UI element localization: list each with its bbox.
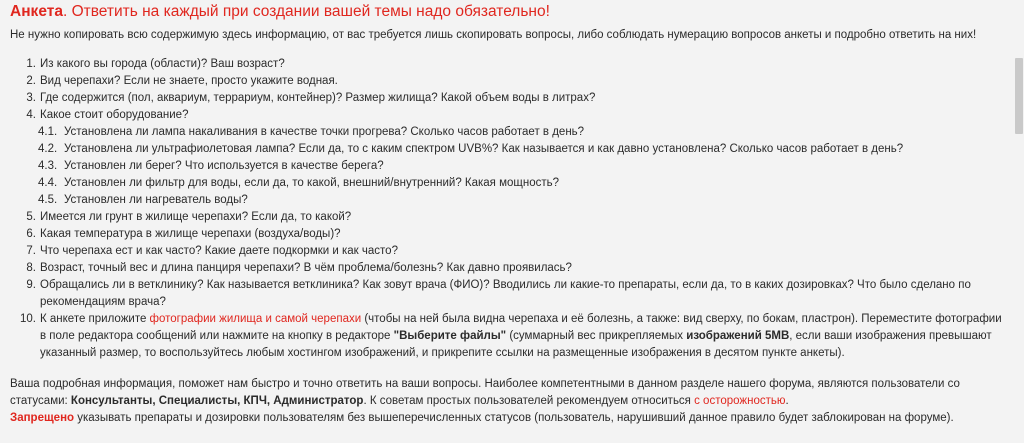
title-bold: Анкета — [10, 3, 63, 20]
list-item — [10, 141, 1010, 158]
item-number: 4. — [26, 109, 36, 121]
questions-list — [10, 56, 1010, 362]
footer-text-2: . К советам простых пользователей рекомендуем относиться — [363, 395, 695, 407]
intro-text: Не нужно копировать всю содержимую здесь информацию, от вас требуется лишь скопировать вопросы, либо соблюдать нумерацию вопросов анкеты и подробно ответить на них! — [10, 29, 977, 41]
list-item — [10, 260, 1010, 277]
item-number: 3. — [26, 92, 36, 104]
item-text: Какое стоит оборудование? — [40, 109, 189, 121]
item-text: Установлена ли лампа накаливания в качестве точки прогрева? Сколько часов работает в день? — [64, 126, 585, 138]
item-text — [40, 313, 1002, 359]
list-item — [10, 90, 1010, 107]
item-text: Вид черепахи? Если не знаете, просто укажите водная. — [40, 75, 338, 87]
item-number: 6. — [26, 228, 36, 240]
item-text: Что черепаха ест и как часто? Какие даете подкормки и как часто? — [40, 245, 398, 257]
item-text: Установлена ли ультрафиолетовая лампа? Если да, то с каким спектром UVB%? Как называется и как давно установлена? Сколько часов работает в день? — [64, 143, 904, 155]
list-item — [10, 73, 1010, 90]
item-text: Обращались ли в ветклинику? Как называется ветклиника? Как зовут врача (ФИО)? Вводились ли какие-то препараты, если да, то в каких дозировках? Что было сделано по рекомендациям врача? — [40, 279, 971, 308]
list-item — [10, 107, 1010, 124]
footer-notice — [10, 376, 1010, 427]
list-item — [10, 175, 1010, 192]
item-number: 1. — [26, 58, 36, 70]
item-number: 7. — [26, 245, 36, 257]
item-text: Где содержится (пол, аквариум, террариум, контейнер)? Размер жилища? Какой объем воды в литрах? — [40, 92, 596, 104]
item-text: Установлен ли фильтр для воды, если да, то какой, внешний/внутренний? Какая мощность? — [64, 177, 560, 189]
scrollbar-thumb[interactable] — [1015, 58, 1023, 134]
footer-text-3: . — [785, 395, 789, 407]
q10-text-1: К анкете приложите — [40, 313, 150, 325]
forbidden-label: Запрещено — [10, 412, 75, 424]
forbidden-text: указывать препараты и дозировки пользователям без вышеперечисленных статусов (пользователь, нарушивший данное правило будет заблокирован на форуме). — [74, 412, 954, 424]
size-limit: изображений 5MB — [686, 330, 790, 342]
list-item — [10, 56, 1010, 73]
forbidden-paragraph — [10, 410, 1010, 427]
footer-text-1: Ваша подробная информация, поможет нам быстро и точно ответить на ваши вопросы. Наиболее компетентными в данном разделе нашего форума, являются пользователи со статусами: — [10, 378, 960, 407]
item-text: Возраст, точный вес и длина панциря черепахи? В чём проблема/болезнь? Как давно проявилась? — [40, 262, 572, 274]
item-number: 4.4. — [38, 177, 58, 189]
choose-files-label: "Выберите файлы" — [393, 330, 507, 342]
scrollbar[interactable] — [1012, 0, 1024, 443]
item-text: Из какого вы города (области)? Ваш возраст? — [40, 58, 285, 70]
title-rest: . Ответить на каждый при создании вашей темы надо обязательно! — [62, 3, 550, 20]
photos-highlight: фотографии жилища и самой черепахи — [149, 313, 362, 325]
list-item — [10, 311, 1010, 362]
list-item — [10, 277, 1010, 311]
list-item — [10, 124, 1010, 141]
item-number: 4.1. — [38, 126, 58, 138]
item-text: Имеется ли грунт в жилище черепахи? Если да, то какой? — [40, 211, 352, 223]
item-text: Какая температура в жилище черепахи (воздуха/воды)? — [40, 228, 341, 240]
item-text: Установлен ли берег? Что используется в качестве берега? — [64, 160, 384, 172]
caution-text: с осторожностью — [694, 395, 786, 407]
questionnaire-post — [10, 2, 1010, 427]
footer-paragraph — [10, 376, 1010, 410]
list-item — [10, 192, 1010, 209]
item-number: 4.3. — [38, 160, 58, 172]
list-item — [10, 243, 1010, 260]
item-number: 5. — [26, 211, 36, 223]
page-title — [10, 2, 1010, 22]
item-text: Установлен ли нагреватель воды? — [64, 194, 248, 206]
item-number: 2. — [26, 75, 36, 87]
item-number: 4.5. — [38, 194, 58, 206]
q10-text-4: , если ваши изображения превышают указанный размер, то воспользуйтесь любым хостингом изображений, и прикрепите ссылки на размещенные изображения в десятом пункте анкеты). — [40, 330, 992, 359]
list-item — [10, 158, 1010, 175]
q10-text-2: (чтобы на ней была видна черепаха и её болезнь, а также: вид сверху, по бокам, пластрон). Переместите фотографии в поле редактора сообщений или нажмите на кнопку в редакторе — [40, 313, 1002, 342]
list-item — [10, 226, 1010, 243]
list-item — [10, 209, 1010, 226]
item-number: 8. — [26, 262, 36, 274]
statuses-list: Консультанты, Специалисты, КПЧ, Администратор — [70, 395, 364, 407]
q10-text-3: (суммарный вес прикрепляемых — [506, 330, 687, 342]
item-number: 4.2. — [38, 143, 58, 155]
item-number: 10. — [20, 313, 36, 325]
item-number: 9. — [26, 279, 36, 291]
